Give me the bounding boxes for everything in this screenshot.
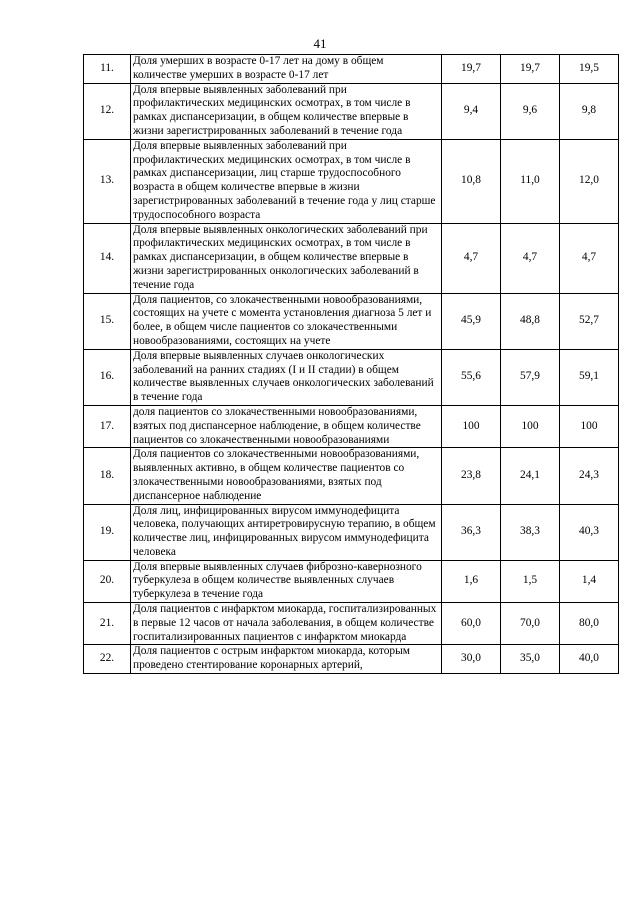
indicator-description-cell: Доля пациентов с инфарктом миокарда, госпитализированных в первые 12 часов от начала заболевания, в общем количестве госпитализированных пациентов с инфарктом миокарда — [131, 603, 442, 645]
row-number-cell: 19. — [84, 504, 131, 560]
value-cell-2: 57,9 — [501, 349, 560, 405]
value-cell-2: 100 — [501, 405, 560, 447]
table-row — [84, 55, 619, 84]
table-row — [84, 223, 619, 293]
value-cell-3: 80,0 — [560, 603, 619, 645]
value-cell-3: 59,1 — [560, 349, 619, 405]
indicator-description-cell: Доля впервые выявленных заболеваний при профилактических медицинских осмотрах, в том числе в рамках диспансеризации, лиц старше трудоспособного возраста в общем количестве впервые в жизни зарегистрированных заболеваний в течение года у лиц старше трудоспособного возраста — [131, 139, 442, 223]
row-number-cell: 12. — [84, 83, 131, 139]
value-cell-1: 36,3 — [442, 504, 501, 560]
value-cell-3: 40,0 — [560, 645, 619, 674]
indicator-description-cell: Доля впервые выявленных онкологических заболеваний при профилактических медицинских осмотрах, в том числе в рамках диспансеризации, в общем количестве впервые в жизни зарегистрированных онкологических заболеваний в течение года — [131, 223, 442, 293]
row-number-cell: 16. — [84, 349, 131, 405]
row-number-cell: 21. — [84, 603, 131, 645]
value-cell-1: 60,0 — [442, 603, 501, 645]
value-cell-1: 55,6 — [442, 349, 501, 405]
row-number-cell: 18. — [84, 448, 131, 504]
table-row — [84, 448, 619, 504]
row-number-cell: 20. — [84, 560, 131, 602]
value-cell-2: 11,0 — [501, 139, 560, 223]
indicator-description-cell: Доля пациентов, со злокачественными новообразованиями, состоящих на учете с момента установления диагноза 5 лет и более, в общем числе пациентов со злокачественными новообразованиями, состоящих на учете — [131, 293, 442, 349]
value-cell-3: 12,0 — [560, 139, 619, 223]
value-cell-1: 45,9 — [442, 293, 501, 349]
table-row — [84, 560, 619, 602]
table-row — [84, 139, 619, 223]
indicators-table — [83, 54, 619, 674]
value-cell-3: 100 — [560, 405, 619, 447]
indicator-description-cell: Доля умерших в возрасте 0-17 лет на дому в общем количестве умерших в возрасте 0-17 лет — [131, 55, 442, 84]
value-cell-3: 4,7 — [560, 223, 619, 293]
indicator-description-cell: Доля впервые выявленных заболеваний при профилактических медицинских осмотрах, в том числе в рамках диспансеризации, в общем количестве впервые в жизни зарегистрированных заболеваний в течение года — [131, 83, 442, 139]
value-cell-1: 23,8 — [442, 448, 501, 504]
value-cell-2: 35,0 — [501, 645, 560, 674]
value-cell-2: 9,6 — [501, 83, 560, 139]
indicator-description-cell: доля пациентов со злокачественными новообразованиями, взятых под диспансерное наблюдение, в общем количестве пациентов со злокачественными новообразованиями — [131, 405, 442, 447]
indicators-table-body — [84, 55, 619, 674]
page-number: 41 — [313, 36, 327, 51]
value-cell-3: 24,3 — [560, 448, 619, 504]
indicator-description-cell: Доля пациентов со злокачественными новообразованиями, выявленных активно, в общем количестве пациентов со злокачественными новообразованиями, взятых под диспансерное наблюдение — [131, 448, 442, 504]
indicator-description-cell: Доля впервые выявленных случаев фиброзно-кавернозного туберкулеза в общем количестве выявленных случаев туберкулеза в течение года — [131, 560, 442, 602]
table-row — [84, 349, 619, 405]
value-cell-3: 40,3 — [560, 504, 619, 560]
table-row — [84, 603, 619, 645]
value-cell-3: 1,4 — [560, 560, 619, 602]
value-cell-2: 1,5 — [501, 560, 560, 602]
value-cell-3: 19,5 — [560, 55, 619, 84]
value-cell-1: 4,7 — [442, 223, 501, 293]
value-cell-1: 19,7 — [442, 55, 501, 84]
table-row — [84, 645, 619, 674]
indicator-description-cell: Доля пациентов с острым инфарктом миокарда, которым проведено стентирование коронарных артерий, — [131, 645, 442, 674]
row-number-cell: 11. — [84, 55, 131, 84]
table-row — [84, 83, 619, 139]
row-number-cell: 15. — [84, 293, 131, 349]
value-cell-2: 70,0 — [501, 603, 560, 645]
row-number-cell: 13. — [84, 139, 131, 223]
row-number-cell: 14. — [84, 223, 131, 293]
value-cell-1: 9,4 — [442, 83, 501, 139]
value-cell-1: 1,6 — [442, 560, 501, 602]
value-cell-3: 52,7 — [560, 293, 619, 349]
value-cell-1: 100 — [442, 405, 501, 447]
row-number-cell: 22. — [84, 645, 131, 674]
value-cell-2: 38,3 — [501, 504, 560, 560]
row-number-cell: 17. — [84, 405, 131, 447]
value-cell-2: 4,7 — [501, 223, 560, 293]
value-cell-1: 30,0 — [442, 645, 501, 674]
value-cell-2: 24,1 — [501, 448, 560, 504]
indicator-description-cell: Доля лиц, инфицированных вирусом иммунодефицита человека, получающих антиретровирусную терапию, в общем количестве лиц, инфицированных вирусом иммунодефицита человека — [131, 504, 442, 560]
value-cell-1: 10,8 — [442, 139, 501, 223]
value-cell-3: 9,8 — [560, 83, 619, 139]
indicator-description-cell: Доля впервые выявленных случаев онкологических заболеваний на ранних стадиях (I и II стадии) в общем количестве выявленных случаев онкологических заболеваний в течение года — [131, 349, 442, 405]
value-cell-2: 19,7 — [501, 55, 560, 84]
table-row — [84, 293, 619, 349]
table-row — [84, 405, 619, 447]
value-cell-2: 48,8 — [501, 293, 560, 349]
table-row — [84, 504, 619, 560]
